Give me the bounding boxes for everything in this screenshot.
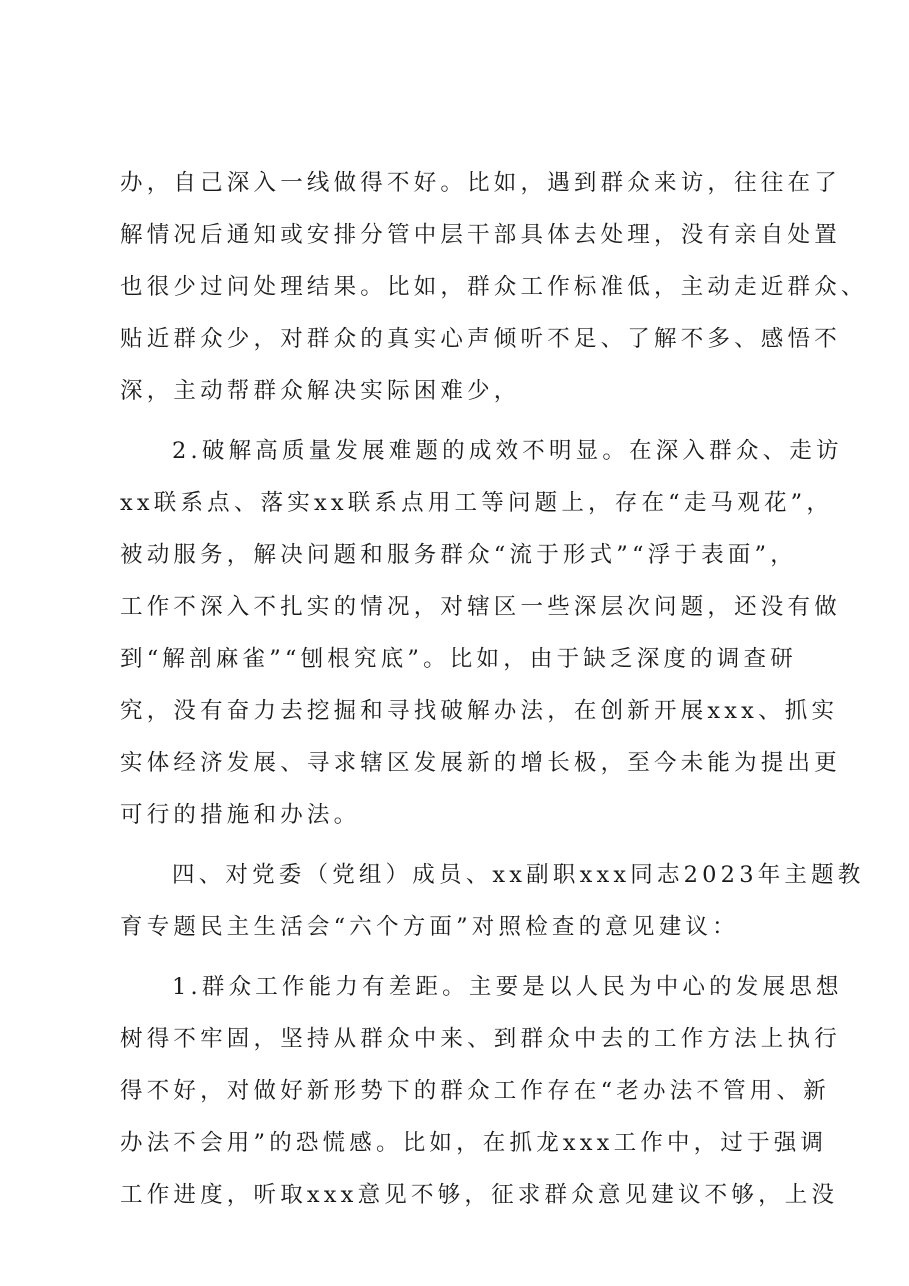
paragraph-2-line-1: 2.破解高质量发展难题的成效不明显。在深入群众、走访: [172, 438, 843, 464]
paragraph-4-1-line-1: 1.群众工作能力有差距。主要是以人民为中心的发展思想: [172, 974, 843, 1000]
paragraph-4-1-line-2: 树得不牢固，坚持从群众中来、到群众中去的工作方法上执行: [120, 1026, 841, 1052]
text-line-5: 深，主动帮群众解决实际困难少，: [120, 378, 521, 404]
paragraph-4-1-line-5: 工作进度，听取xxx意见不够，征求群众意见建议不够，上没: [120, 1182, 839, 1208]
paragraph-4-1-line-4: 办法不会用”的恐慌感。比如，在抓龙xxx工作中，过于强调: [120, 1130, 828, 1156]
paragraph-2-line-7: 实体经济发展、寻求辖区发展新的增长极，至今未能为提出更: [120, 750, 841, 776]
paragraph-2-line-2: xx联系点、落实xx联系点用工等问题上，存在“走马观花”，: [120, 490, 834, 516]
section-four-heading-line-1: 四、对党委（党组）成员、xx副职xxx同志2023年主题教: [172, 862, 865, 888]
paragraph-2-line-6: 究，没有奋力去挖掘和寻找破解办法，在创新开展xxx、抓实: [120, 698, 839, 724]
section-four-heading-line-2: 育专题民主生活会“六个方面”对照检查的意见建议：: [120, 914, 739, 940]
paragraph-2-line-3: 被动服务，解决问题和服务群众“流于形式”“浮于表面”，: [120, 542, 797, 568]
text-line-2: 解情况后通知或安排分管中层干部具体去处理，没有亲自处置: [120, 222, 841, 248]
paragraph-4-1-line-3: 得不好，对做好新形势下的群众工作存在“老办法不管用、新: [120, 1078, 830, 1104]
paragraph-2-line-5: 到“解剖麻雀”“刨根究底”。比如，由于缺乏深度的调查研: [120, 646, 797, 672]
paragraph-2-line-8: 可行的措施和办法。: [120, 802, 361, 828]
text-line-3: 也很少过问处理结果。比如，群众工作标准低，主动走近群众、: [120, 274, 868, 300]
paragraph-2-line-4: 工作不深入不扎实的情况，对辖区一些深层次问题，还没有做: [120, 594, 841, 620]
text-line-4: 贴近群众少，对群众的真实心声倾听不足、了解不多、感悟不: [120, 326, 841, 352]
text-line-1: 办，自己深入一线做得不好。比如，遇到群众来访，往往在了: [120, 170, 841, 196]
